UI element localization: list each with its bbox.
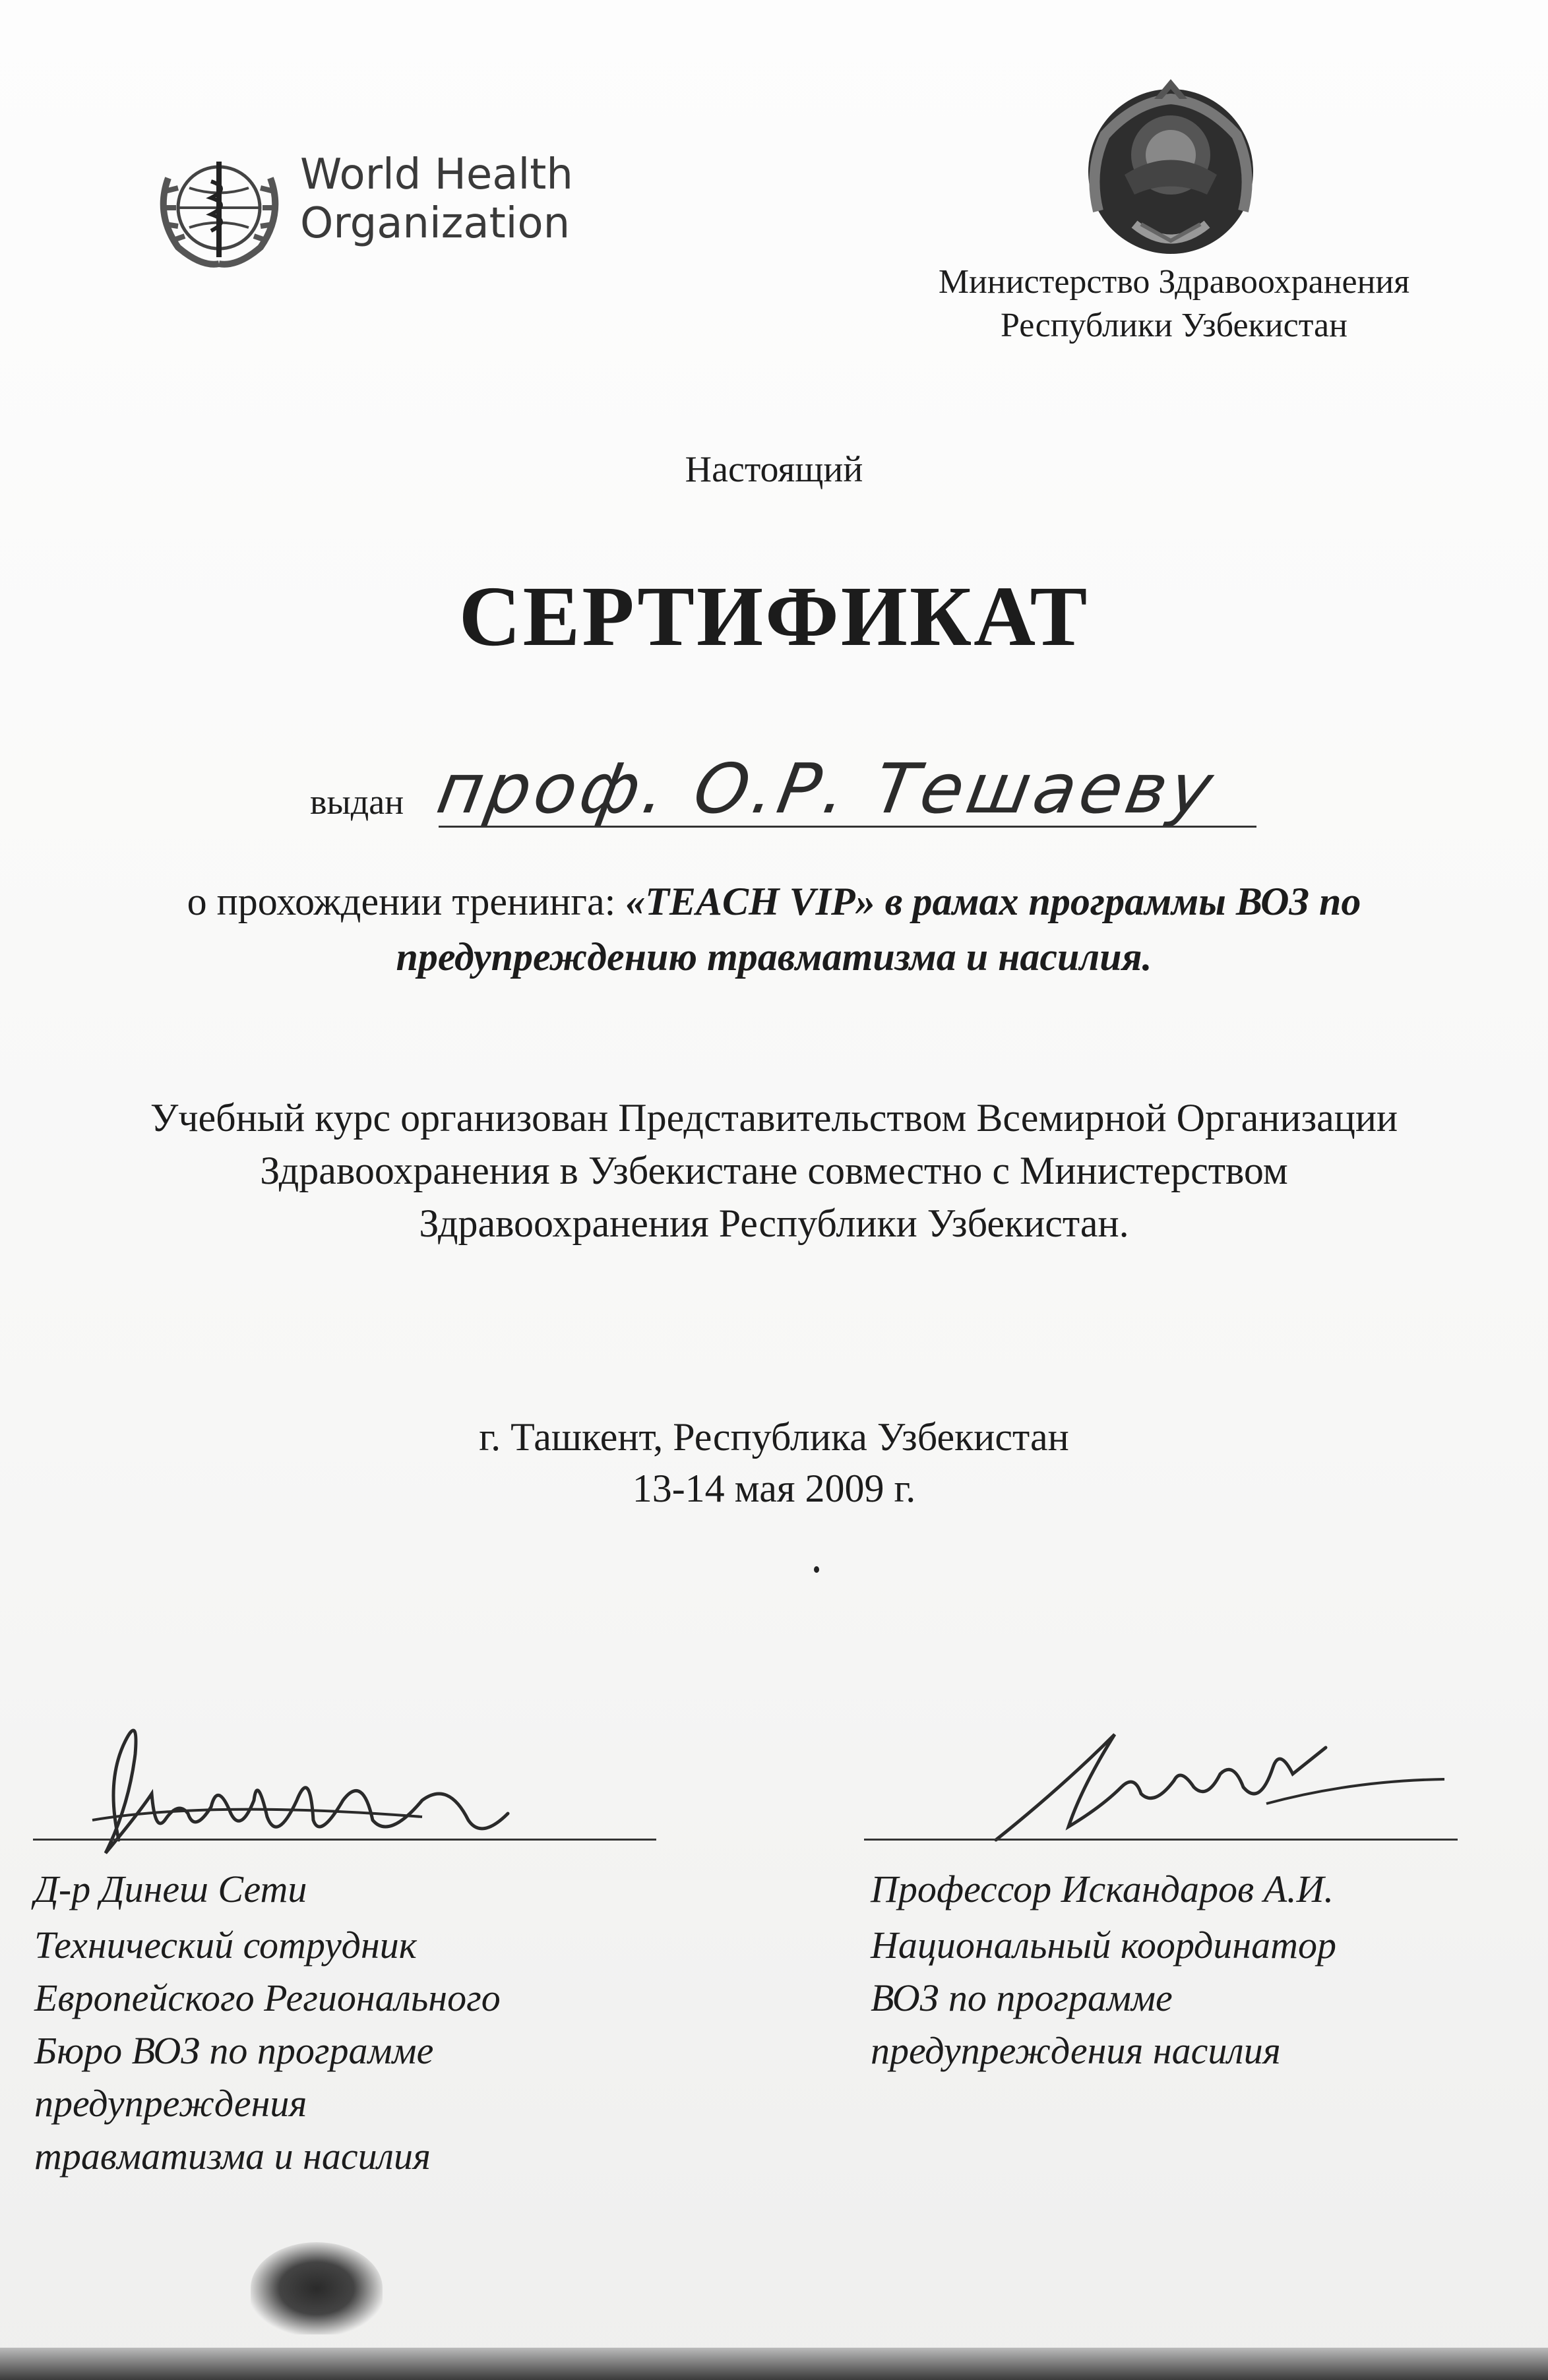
course-line-1: Учебный курс организован Представительством Всемирной Организации <box>150 1096 1398 1140</box>
signature-right <box>983 1708 1458 1853</box>
ministry-line-2: Республики Узбекистан <box>1001 307 1347 344</box>
left-signatory-role <box>34 1919 501 2183</box>
left-role-line: травматизма и насилия <box>34 2135 431 2178</box>
signature-line-left <box>33 1839 656 1841</box>
training-description <box>40 874 1508 985</box>
training-prefix: о прохождении тренинга: <box>187 880 626 923</box>
signature-line-right <box>864 1839 1458 1841</box>
ministry-line-1: Министерство Здравоохранения <box>938 263 1410 301</box>
course-line-2: Здравоохранения в Узбекистане совместно с Министерством <box>260 1149 1288 1192</box>
place-date: 13-14 мая 2009 г. <box>632 1467 916 1510</box>
left-role-line: предупреждения <box>34 2082 307 2125</box>
right-signatory-name: Профессор Искандаров А.И. <box>871 1868 1334 1910</box>
who-line-2: Organization <box>300 199 571 248</box>
signature-left <box>79 1701 541 1873</box>
right-signatory-role <box>871 1919 1336 2077</box>
place-city: г. Ташкент, Республика Узбекистан <box>479 1415 1069 1459</box>
photo-edge <box>0 2348 1548 2380</box>
right-role-line: предупреждения насилия <box>871 2029 1281 2072</box>
certificate-title: СЕРТИФИКАТ <box>458 569 1090 664</box>
uzbekistan-emblem-icon <box>1062 73 1280 270</box>
who-name <box>300 150 573 248</box>
right-role-line: Национальный координатор <box>871 1924 1337 1967</box>
course-line-3: Здравоохранения Республики Узбекистан. <box>419 1202 1129 1245</box>
right-role-line: ВОЗ по программе <box>871 1976 1173 2019</box>
course-organizer <box>26 1091 1522 1250</box>
photo-shadow <box>251 2242 383 2334</box>
place-and-date <box>0 1411 1548 1514</box>
who-line-1: World Health <box>300 150 573 199</box>
training-program: «TEACH VIP» в рамах программы ВОЗ по предупреждению травматизма и насилия. <box>396 880 1361 979</box>
recipient-handwritten: проф. О.Р. Тешаеву <box>431 748 1223 829</box>
who-emblem-icon <box>148 142 290 274</box>
left-role-line: Европейского Регионального <box>34 1976 501 2019</box>
intro-text: Настоящий <box>685 449 863 490</box>
recipient-underline <box>439 826 1256 828</box>
left-signatory-name: Д-р Динеш Сети <box>34 1868 307 1910</box>
ink-dot <box>814 1566 819 1573</box>
left-role-line: Технический сотрудник <box>34 1924 417 1967</box>
ministry-name <box>844 260 1504 348</box>
left-role-line: Бюро ВОЗ по программе <box>34 2029 434 2072</box>
issued-label: выдан <box>310 782 404 822</box>
